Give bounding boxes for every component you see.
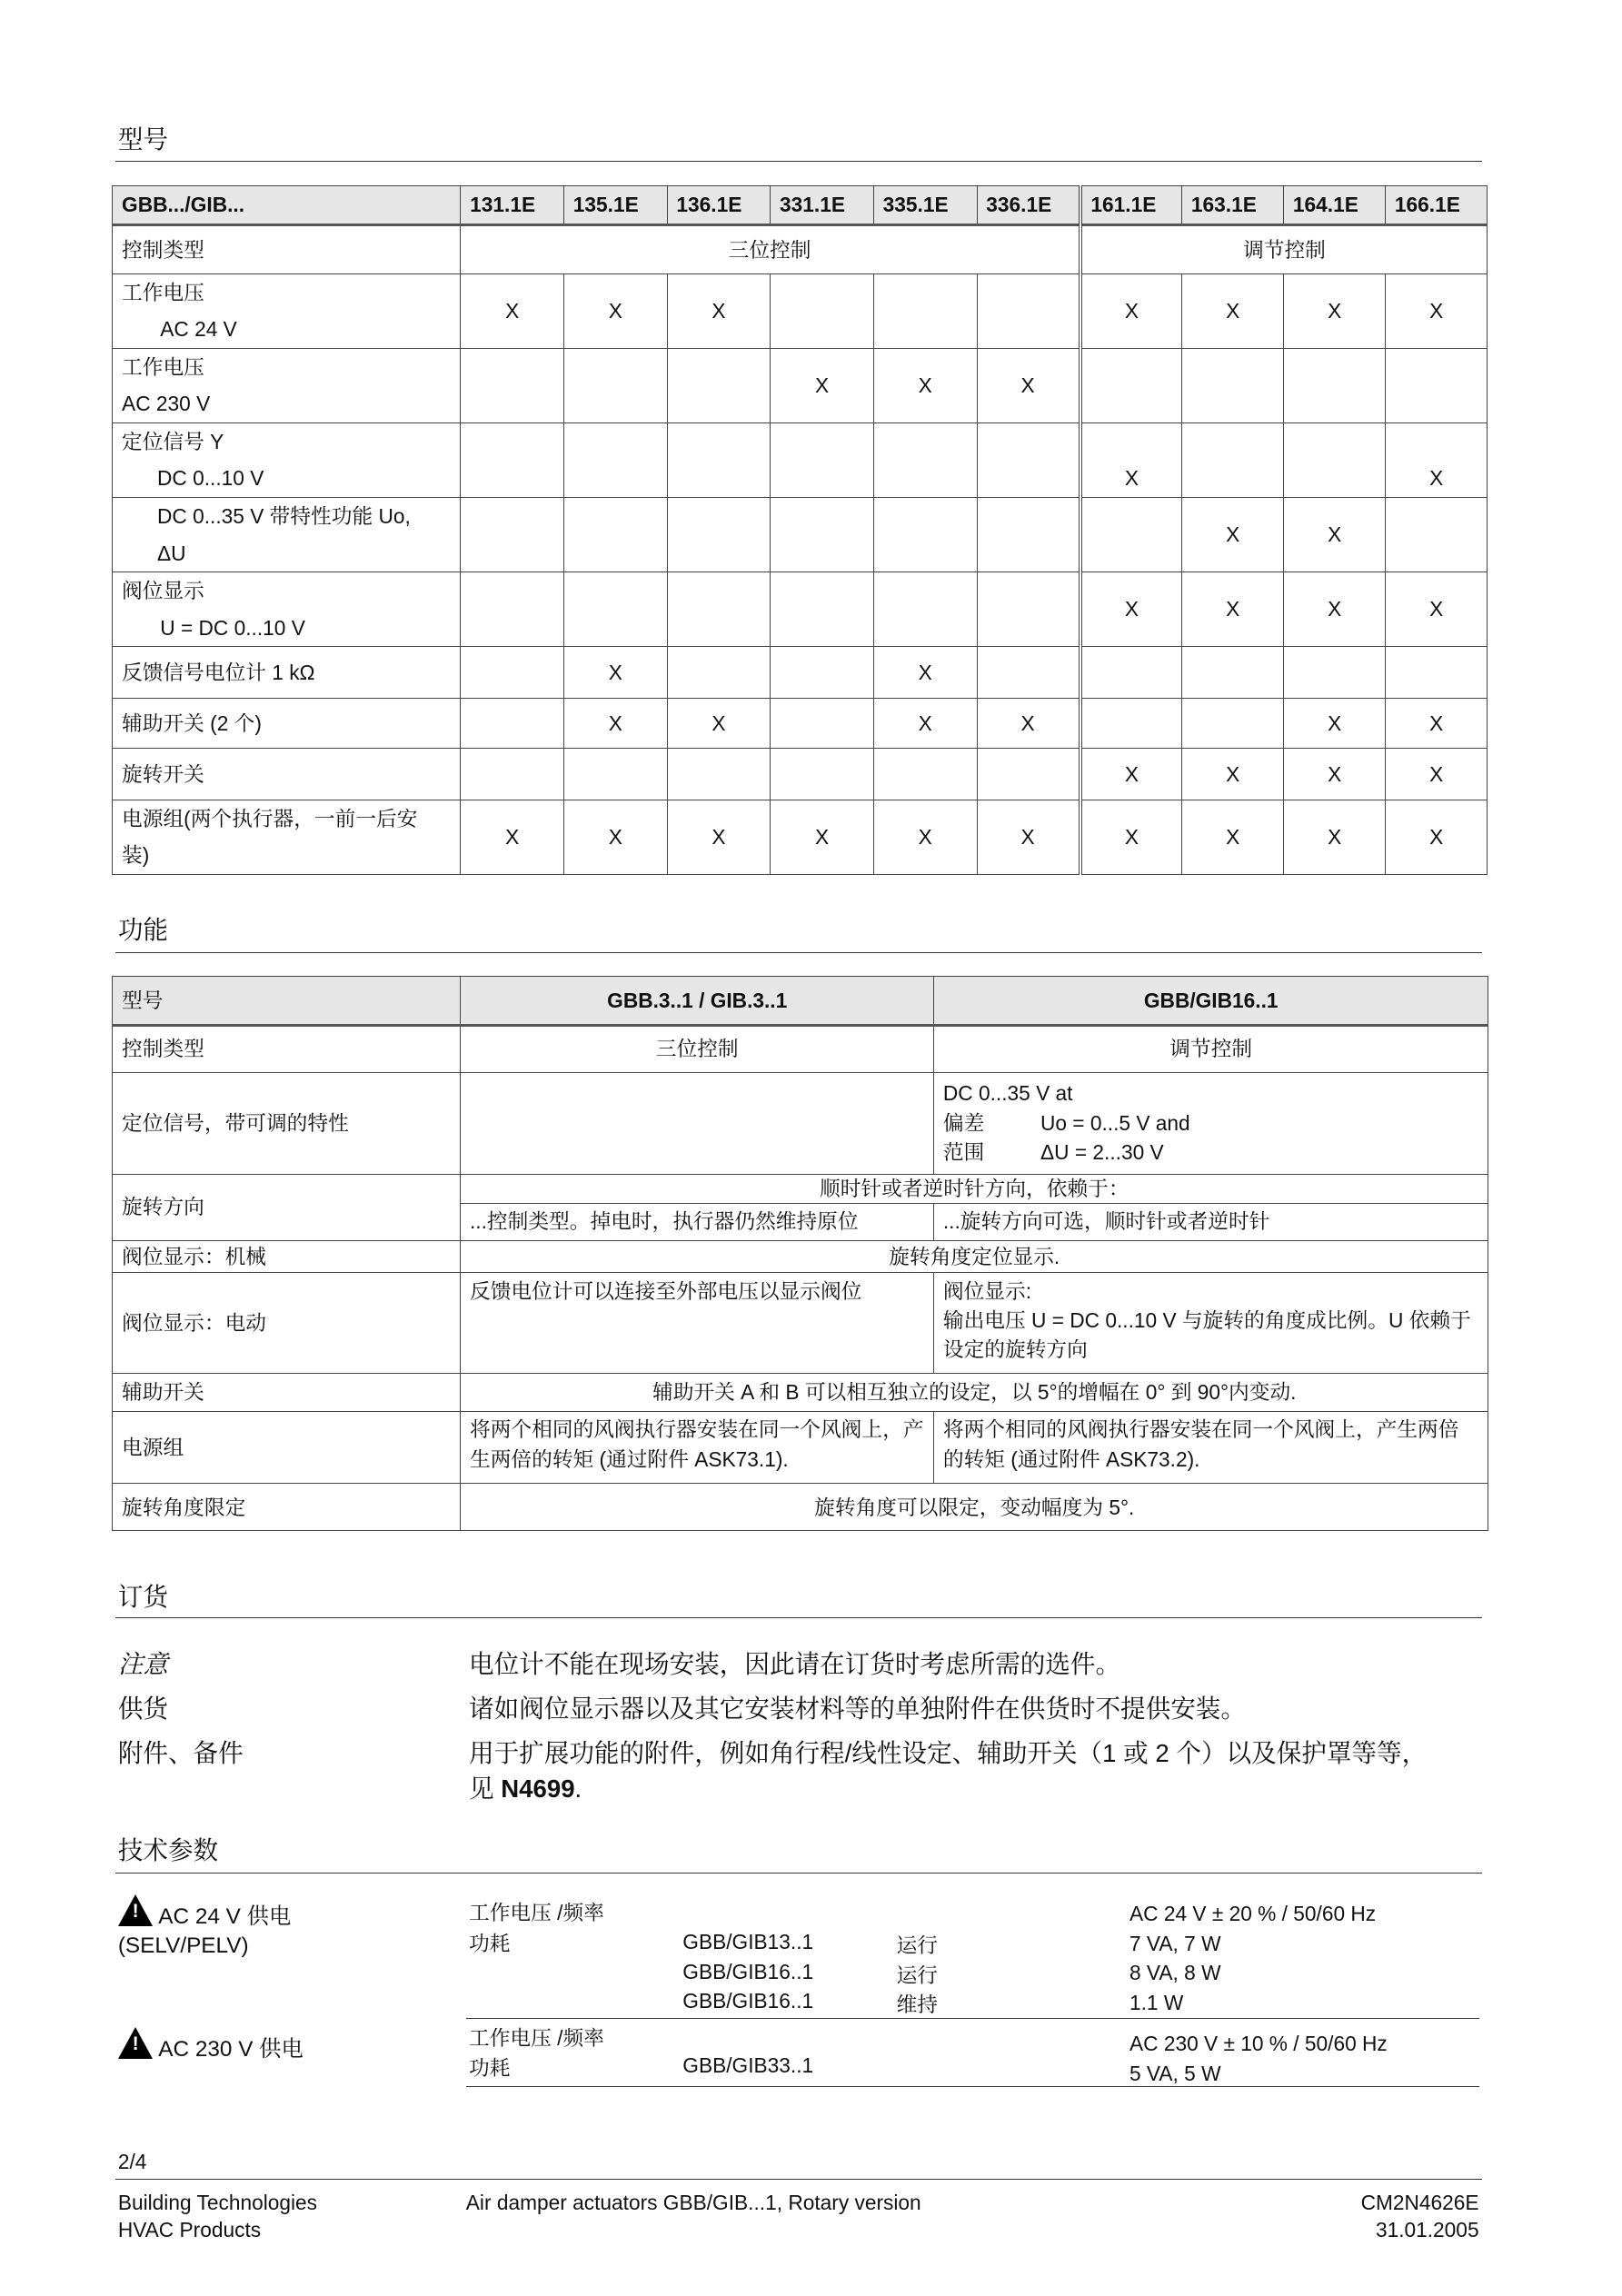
footer-title: Air damper actuators GBB/GIB...1, Rotary version [465,2191,921,2215]
table-row [113,348,1488,422]
cell: ...控制类型。掉电时，执行器仍然维持原位 [461,1204,934,1241]
header-gbb3: GBB.3..1 / GIB.3..1 [461,977,934,1026]
power-mode: 维持 [896,1993,939,2017]
feature-mark: X [1080,749,1182,800]
cell: 辅助开关 A 和 B 可以相互独立的设定，以 5°的增幅在 0° 到 90°内变动. [461,1373,1488,1411]
feature-mark [667,749,771,800]
power-mode: 运行 [896,1963,939,1987]
order-text-accessories: 用于扩展功能的附件，例如角行程/线性设定、辅助开关（1 或 2 个）以及保护罩等等， [469,1738,1428,1767]
footer-date: 31.01.2005 [1375,2217,1479,2241]
feature-mark: X [564,647,668,699]
feature-mark [1386,647,1488,699]
model-table [112,185,1488,875]
cell: 将两个相同的风阀执行器安装在同一个风阀上，产生两倍的转矩 (通过附件 ASK73.2). [934,1411,1488,1484]
row-label: 旋转方向 [113,1174,461,1240]
feature-mark [1386,497,1488,572]
feature-mark [771,273,874,348]
feature-mark [977,572,1080,647]
feature-mark: X [1386,749,1488,800]
feature-mark: X [667,698,771,748]
row-label: 反馈信号电位计 1 kΩ [113,647,461,699]
feature-mark [564,422,668,497]
row-label: 电源组 [113,1411,461,1484]
voltage-label: 工作电压 /频率 [469,1901,604,1925]
feature-mark [977,647,1080,699]
feature-mark: X [1182,749,1284,800]
feature-mark: X [1386,698,1488,748]
feature-mark: X [977,698,1080,748]
header-model-136.1E: 136.1E [667,186,771,225]
section-title-function: 功能 [117,916,168,945]
feature-mark [873,497,977,572]
feature-mark: X [1284,497,1386,572]
signal-cell [934,1072,1488,1174]
feature-mark [771,698,874,748]
cell: ...旋转方向可选，顺时针或者逆时针 [934,1204,1488,1241]
header-model-336.1E: 336.1E [977,186,1080,225]
feature-mark: X [1182,800,1284,874]
ac230-label: ! AC 230 V 供电 [118,2027,304,2062]
feature-mark [667,422,771,497]
section-title-order: 订货 [117,1582,168,1611]
row-label: 电源组(两个执行器，一前一后安 装) [113,800,461,874]
row-label: 定位信号 Y DC 0...10 V [113,422,461,497]
header-model-131.1E: 131.1E [461,186,564,225]
divider [115,1873,1482,1874]
feature-mark [667,572,771,647]
feature-mark: X [1284,572,1386,647]
feature-mark [1080,348,1182,422]
feature-mark [564,572,668,647]
feature-mark [461,749,564,800]
feature-mark: X [564,273,668,348]
power-model: GBB/GIB16..1 [682,1959,814,1983]
order-text-delivery: 诸如阀位显示器以及其它安装材料等的单独附件在供货时不提供安装。 [469,1694,1246,1723]
feature-mark [1080,497,1182,572]
order-label-delivery: 供货 [117,1694,168,1723]
feature-mark: X [1386,422,1488,497]
header-model-331.1E: 331.1E [771,186,874,225]
cell: 调节控制 [934,1025,1488,1072]
feature-mark: X [977,348,1080,422]
feature-mark: X [1386,800,1488,874]
header-model-161.1E: 161.1E [1080,186,1182,225]
section-title-model: 型号 [117,125,168,154]
order-label-note: 注意 [117,1649,168,1680]
feature-mark: X [873,800,977,874]
power-value: 8 VA, 8 W [1129,1961,1221,1985]
feature-mark: X [1080,800,1182,874]
header-model-166.1E: 166.1E [1386,186,1488,225]
cell: 顺时针或者逆时针方向，依赖于： [461,1174,1488,1203]
feature-mark [873,572,977,647]
feature-mark: X [1182,273,1284,348]
cell: 三位控制 [461,1025,934,1072]
feature-mark [873,749,977,800]
row-label: 旋转开关 [113,749,461,800]
voltage-value: AC 230 V ± 10 % / 50/60 Hz [1129,2032,1388,2056]
power-model: GBB/GIB16..1 [682,1989,814,2013]
power-value: 1.1 W [1129,1990,1184,2014]
row-label: 辅助开关 [113,1373,461,1411]
power-mode: 运行 [896,1933,939,1958]
ac24-label: ! AC 24 V 供电 (SELV/PELV) [118,1894,292,1962]
feature-mark: X [1182,572,1284,647]
order-text-accessories-ref: 见 N4699. [469,1774,582,1803]
header-label: GBB.../GIB... [113,186,461,225]
feature-mark [667,348,771,422]
header-gbb16: GBB/GIB16..1 [934,977,1488,1026]
feature-mark: X [564,800,668,874]
row-label: 控制类型 [113,225,461,274]
header-model-163.1E: 163.1E [1182,186,1284,225]
text: DC 0...35 V at [942,1081,1073,1106]
feature-mark [461,572,564,647]
feature-mark: X [1284,749,1386,800]
row-label: 阀位显示：电动 [113,1273,461,1373]
cell: 旋转角度可以限定，变动幅度为 5°. [461,1484,1488,1531]
voltage-value: AC 24 V ± 20 % / 50/60 Hz [1129,1902,1377,1926]
power-value: 7 VA, 7 W [1129,1931,1221,1955]
row-label: DC 0...35 V 带特性功能 Uo, ΔU [113,497,461,572]
divider [466,2086,1479,2087]
feature-mark: X [873,698,977,748]
feature-mark [977,422,1080,497]
feature-mark [771,572,874,647]
text: 偏差 Uo = 0...5 V and [942,1110,1190,1135]
power-value: 5 VA, 5 W [1129,2061,1221,2085]
row-label: 工作电压 AC 24 V [113,273,461,348]
cell: 将两个相同的风阀执行器安装在同一个风阀上，产生两倍的转矩 (通过附件 ASK73.1). [461,1411,934,1484]
feature-mark [461,422,564,497]
feature-mark: X [461,800,564,874]
doc-reference-link[interactable]: N4699 [501,1774,575,1803]
feature-mark: X [977,800,1080,874]
feature-mark: X [771,800,874,874]
feature-mark [564,497,668,572]
feature-mark [1284,348,1386,422]
feature-mark: X [873,647,977,699]
feature-mark: X [1284,273,1386,348]
footer-company: Building Technologies [117,2191,318,2215]
row-label: 阀位显示 U = DC 0...10 V [113,572,461,647]
row-label: 旋转角度限定 [113,1484,461,1531]
page-number: 2/4 [117,2149,147,2173]
text: 阀位显示: [942,1278,1031,1303]
function-table [112,976,1488,1531]
modulating-label: 调节控制 [1080,225,1488,274]
table-row [113,572,1488,647]
feature-mark [461,647,564,699]
warning-icon: ! [118,2027,153,2059]
footer-division: HVAC Products [117,2217,262,2241]
row-label: 阀位显示：机械 [113,1240,461,1273]
divider [466,2018,1479,2019]
order-text-note: 电位计不能在现场安装，因此请在订货时考虑所需的选件。 [469,1650,1121,1679]
table-row [113,749,1488,800]
feature-mark [977,749,1080,800]
cell: 反馈电位计可以连接至外部电压以显示阀位 [461,1273,934,1373]
feature-mark [1284,647,1386,699]
feature-mark [771,497,874,572]
footer-doc-number: CM2N4626E [1360,2191,1479,2215]
feature-mark [1182,422,1284,497]
feature-mark [873,422,977,497]
feature-mark: X [667,800,771,874]
feature-mark [667,497,771,572]
feature-mark: X [667,273,771,348]
header-model-164.1E: 164.1E [1284,186,1386,225]
feature-mark: X [1182,497,1284,572]
power-label: 功耗 [469,2055,511,2080]
divider [115,161,1482,162]
header-model-135.1E: 135.1E [564,186,668,225]
order-label-accessories: 附件、备件 [117,1738,244,1767]
feature-mark: X [1284,698,1386,748]
feature-mark [461,348,564,422]
feature-mark: X [1386,572,1488,647]
table-row [113,698,1488,748]
header-model: 型号 [113,977,461,1026]
feature-mark [461,497,564,572]
feature-mark [461,698,564,748]
feature-mark [564,348,668,422]
feature-mark [1080,647,1182,699]
feature-mark [1182,348,1284,422]
feature-mark: X [1080,572,1182,647]
text: 输出电压 U = DC 0...10 V 与旋转的角度成比例。U 依赖于设定的旋转方向 [942,1308,1471,1362]
row-label: 定位信号，带可调的特性 [113,1072,461,1174]
row-label: 工作电压 AC 230 V [113,348,461,422]
table-row [113,273,1488,348]
row-label: 辅助开关 (2 个) [113,698,461,748]
feature-mark [667,647,771,699]
power-label: 功耗 [469,1932,511,1956]
feature-mark [1182,647,1284,699]
feature-mark: X [771,348,874,422]
warning-icon: ! [118,1894,153,1926]
three-position-label: 三位控制 [461,225,1080,274]
feature-mark: X [873,348,977,422]
table-row [113,647,1488,699]
feature-mark [1284,422,1386,497]
divider [115,952,1482,953]
text: 范围 ΔU = 2...30 V [942,1140,1164,1165]
feature-mark: X [1386,273,1488,348]
feature-mark [977,273,1080,348]
feature-mark [1182,698,1284,748]
feature-mark [1080,698,1182,748]
feature-mark: X [1080,273,1182,348]
feature-mark [1386,348,1488,422]
feature-mark [564,749,668,800]
table-row [113,497,1488,572]
feature-mark: X [1080,422,1182,497]
table-row [113,422,1488,497]
cell [934,1273,1488,1373]
feature-mark [771,422,874,497]
cell: 旋转角度定位显示. [461,1240,1488,1273]
feature-mark [873,273,977,348]
power-model: GBB/GIB13..1 [682,1930,814,1954]
row-label: 控制类型 [113,1025,461,1072]
header-model-335.1E: 335.1E [873,186,977,225]
table-row [113,800,1488,874]
cell-empty [461,1072,934,1174]
feature-mark: X [564,698,668,748]
feature-mark [977,497,1080,572]
footer-divider [115,2179,1482,2180]
feature-mark [771,647,874,699]
feature-mark [771,749,874,800]
model: GBB/GIB33..1 [682,2053,814,2078]
section-title-tech: 技术参数 [117,1835,219,1864]
divider [115,1617,1482,1618]
feature-mark: X [1284,800,1386,874]
voltage-label: 工作电压 /频率 [469,2026,604,2051]
feature-mark: X [461,273,564,348]
